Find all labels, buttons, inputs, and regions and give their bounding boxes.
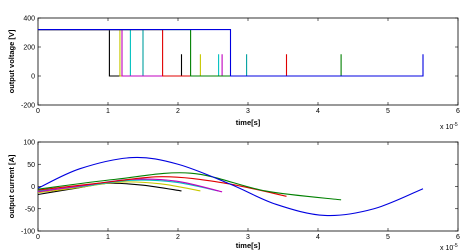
voltage-series-line-1 — [38, 30, 200, 76]
current-x-tick-label-2: 2 — [176, 234, 180, 241]
current-x-exponent-value: -5 — [453, 243, 458, 249]
voltage-x-axis-label: time[s] — [235, 118, 261, 127]
current-y-tick-label-0: -100 — [20, 228, 35, 236]
voltage-x-exponent-base: x 10 — [440, 124, 454, 131]
voltage-tick-group — [21, 16, 460, 116]
current-x-exponent-base: x 10 — [440, 245, 454, 251]
voltage-y-tick-label-0: -200 — [20, 102, 35, 110]
voltage-plot-frame — [38, 18, 458, 105]
current-y-tick-label-1: -50 — [24, 206, 35, 214]
voltage-x-tick-label-5: 5 — [386, 108, 390, 115]
current-x-exponent-label — [440, 243, 458, 251]
voltage-y-axis-label: output voltage [V] — [7, 29, 16, 94]
voltage-y-tick-label-3: 400 — [23, 15, 35, 23]
current-y-tick-label-3: 50 — [27, 161, 35, 169]
voltage-x-tick-label-4: 4 — [316, 108, 320, 115]
voltage-x-exponent-label — [440, 122, 458, 131]
voltage-series-line-5 — [38, 30, 287, 76]
voltage-x-tick-label-2: 2 — [176, 108, 180, 115]
voltage-series-group — [38, 30, 423, 76]
current-x-tick-label-5: 5 — [386, 234, 390, 241]
current-x-axis-label: time[s] — [235, 241, 261, 250]
voltage-chart — [7, 16, 460, 132]
voltage-series-line-7 — [38, 30, 423, 76]
current-x-tick-label-4: 4 — [316, 234, 320, 241]
voltage-y-tick-label-2: 200 — [23, 44, 35, 52]
current-series-group — [38, 157, 423, 215]
voltage-x-exponent-value: -5 — [453, 122, 458, 128]
current-y-axis-label: output current [A] — [7, 154, 16, 219]
voltage-series-line-2 — [38, 30, 219, 76]
current-y-tick-label-2: 0 — [31, 184, 35, 191]
current-series-line-6 — [38, 157, 423, 215]
voltage-series-line-6 — [38, 30, 341, 76]
voltage-series-line-3 — [38, 30, 247, 76]
voltage-x-tick-label-6: 6 — [456, 108, 460, 115]
voltage-x-tick-label-0: 0 — [36, 108, 40, 115]
current-x-tick-label-3: 3 — [246, 234, 250, 241]
current-chart — [7, 140, 460, 251]
current-tick-group — [21, 140, 460, 242]
voltage-y-tick-label-1: 0 — [31, 73, 35, 81]
current-x-tick-label-1: 1 — [106, 234, 110, 241]
current-x-tick-label-6: 6 — [456, 234, 460, 241]
voltage-series-line-0 — [38, 30, 182, 76]
current-y-tick-label-4: 100 — [23, 139, 35, 147]
voltage-x-tick-label-1: 1 — [106, 108, 110, 115]
current-x-tick-label-0: 0 — [36, 234, 40, 241]
voltage-x-tick-label-3: 3 — [246, 108, 250, 115]
